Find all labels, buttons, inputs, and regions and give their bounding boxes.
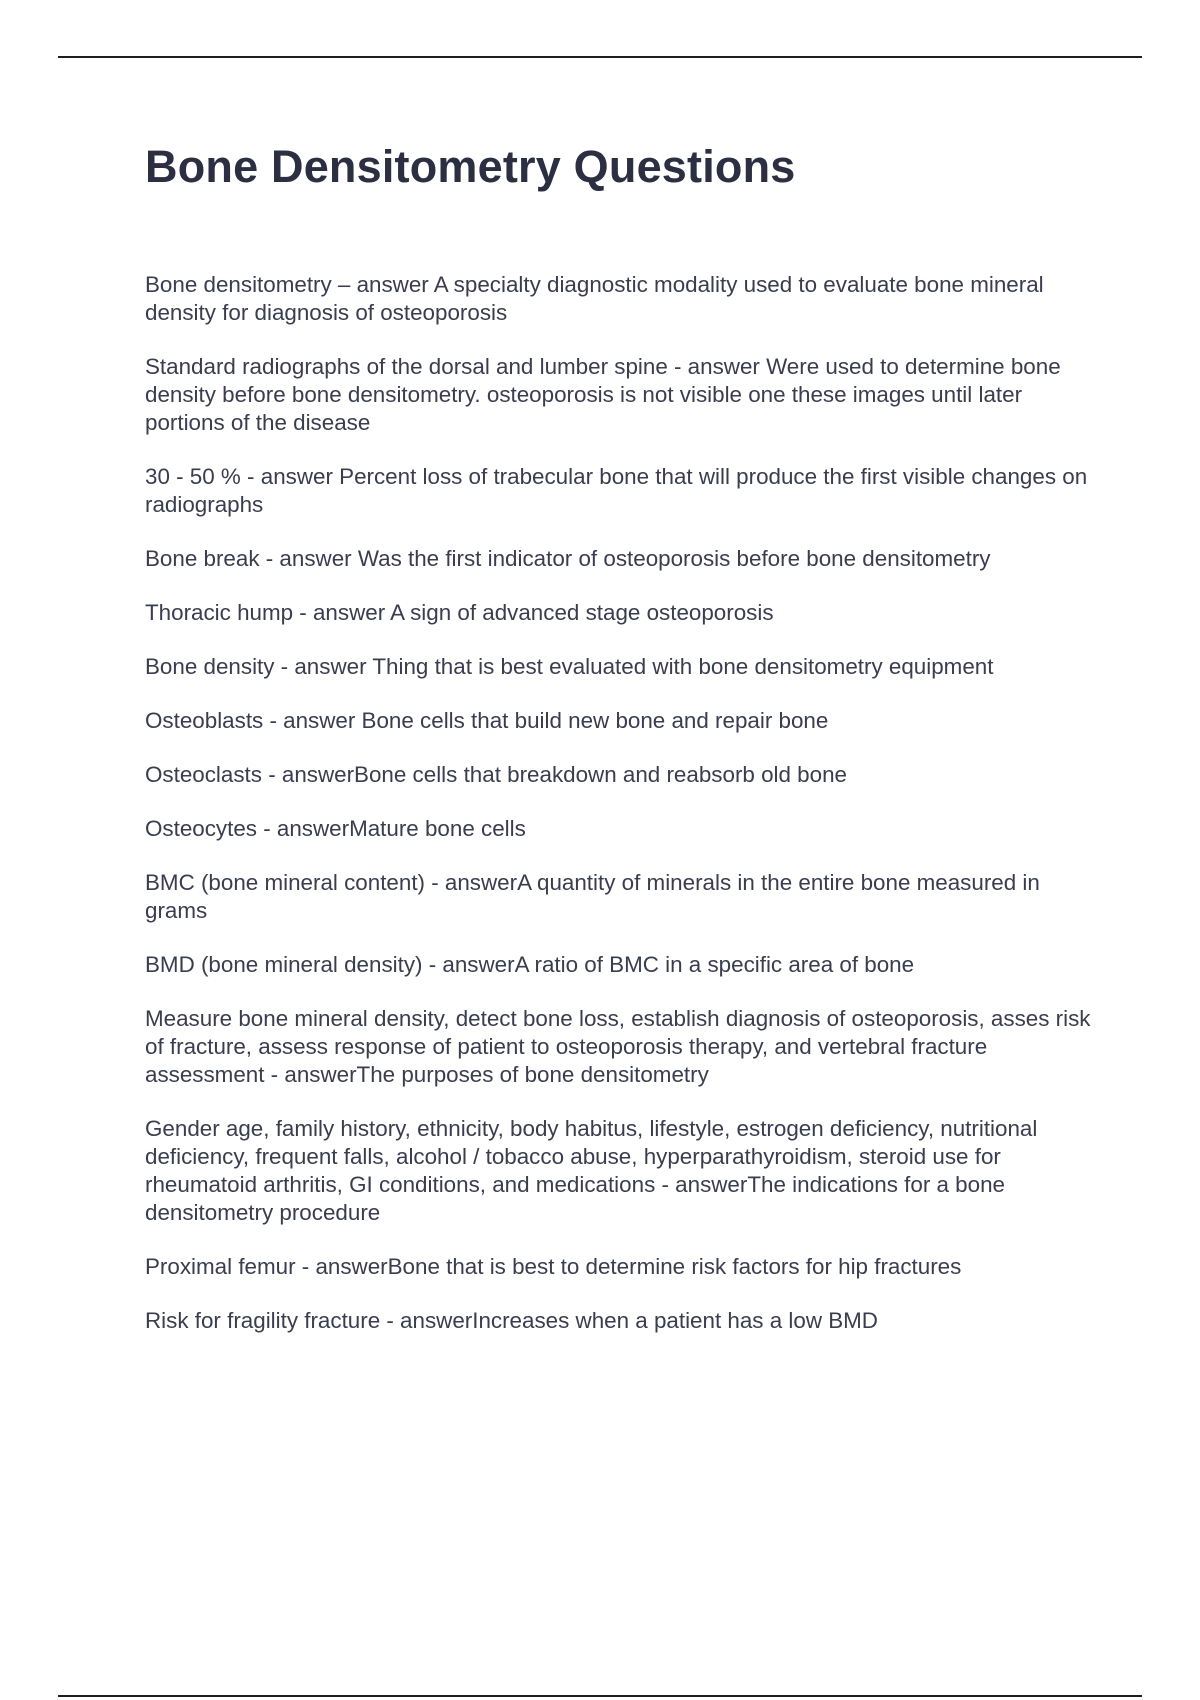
page-title: Bone Densitometry Questions (145, 141, 796, 192)
qa-item: Proximal femur - answerBone that is best to determine risk factors for hip fractures (145, 1254, 962, 1279)
qa-item: Risk for fragility fracture - answerIncreases when a patient has a low BMD (145, 1308, 878, 1333)
qa-item: Osteocytes - answerMature bone cells (145, 816, 526, 841)
qa-item: BMC (bone mineral content) - answerA quantity of minerals in the entire bone measured in grams (145, 870, 1040, 923)
qa-item: Measure bone mineral density, detect bone loss, establish diagnosis of osteoporosis, asses risk of fracture, assess response of patient to osteoporosis therapy, and vertebral fracture assessment - answerThe purposes of bone densitometry (145, 1006, 1091, 1087)
qa-item: Osteoclasts - answerBone cells that breakdown and reabsorb old bone (145, 762, 847, 787)
bottom-divider (58, 1695, 1142, 1697)
qa-item: Standard radiographs of the dorsal and lumber spine - answer Were used to determine bone density before bone densitometry. osteoporosis is not visible one these images until later portions of the disease (145, 354, 1061, 435)
document-body (145, 140, 1095, 1361)
qa-item: Bone break - answer Was the first indicator of osteoporosis before bone densitometry (145, 546, 991, 571)
top-divider (58, 56, 1142, 58)
qa-item: BMD (bone mineral density) - answerA ratio of BMC in a specific area of bone (145, 952, 915, 977)
qa-item: Osteoblasts - answer Bone cells that build new bone and repair bone (145, 708, 829, 733)
qa-item: Bone densitometry – answer A specialty diagnostic modality used to evaluate bone mineral density for diagnosis of osteoporosis (145, 272, 1044, 325)
qa-list (145, 271, 1095, 1335)
qa-item: Bone density - answer Thing that is best evaluated with bone densitometry equipment (145, 654, 994, 679)
qa-item: Gender age, family history, ethnicity, body habitus, lifestyle, estrogen deficiency, nutritional deficiency, frequent falls, alcohol / tobacco abuse, hyperparathyroidism, steroid use for rheumatoid arthritis, GI conditions, and medications - answerThe indications for a bone densitometry procedure (145, 1116, 1038, 1225)
qa-item: 30 - 50 % - answer Percent loss of trabecular bone that will produce the first visible changes on radiographs (145, 464, 1088, 517)
qa-item: Thoracic hump - answer A sign of advanced stage osteoporosis (145, 600, 774, 625)
